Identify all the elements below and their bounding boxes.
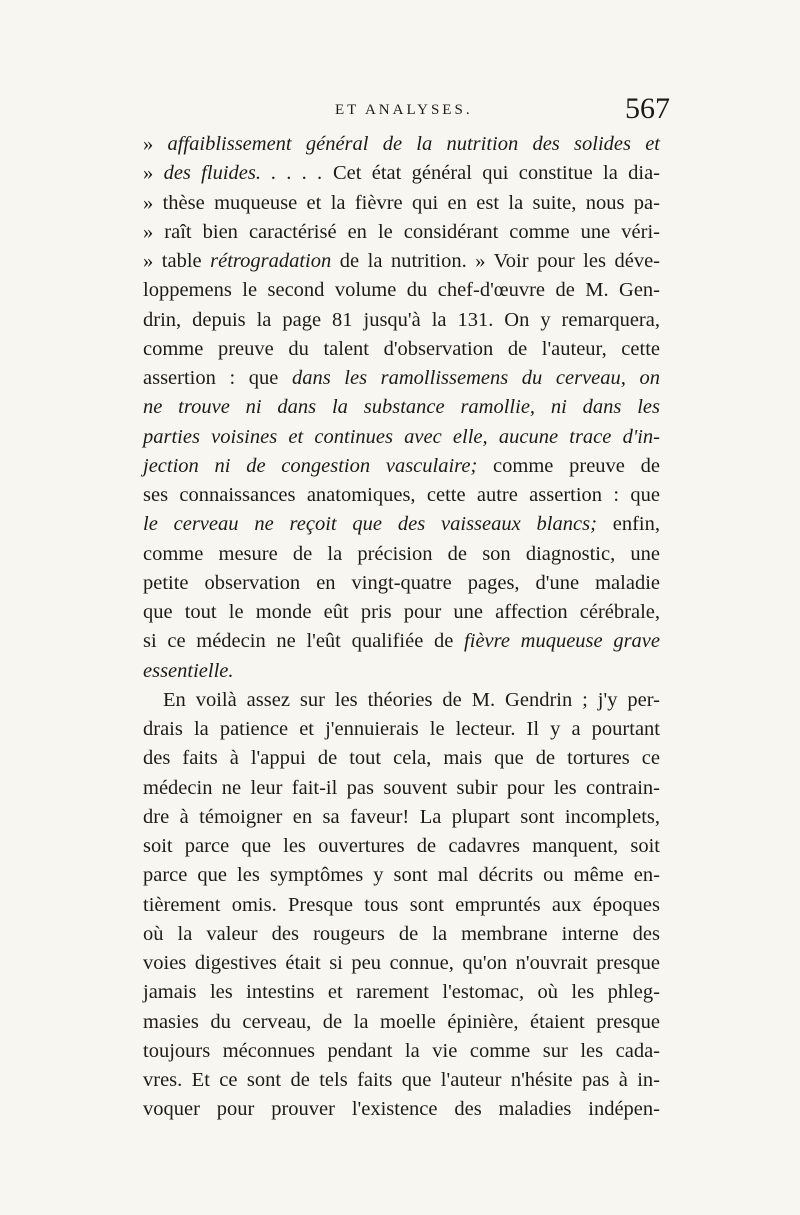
italic-text: ne trouve ni dans la substance ramollie, ni dans les bbox=[143, 396, 660, 419]
italic-text: des fluides. . . . . bbox=[163, 162, 323, 185]
italic-text: fièvre muqueuse grave bbox=[464, 630, 661, 653]
text-segment: En voilà assez sur les théories de M. Gendrin ; j'y per- bbox=[163, 688, 660, 711]
text-segment: médecin ne leur fait-il pas souvent subir pour les contrain- bbox=[143, 776, 660, 799]
text-segment: voquer pour prouver l'existence des maladies indépen- bbox=[143, 1098, 660, 1121]
text-segment: enfin, bbox=[596, 513, 661, 536]
text-segment: que tout le monde eût pris pour une affection cérébrale, bbox=[143, 601, 660, 623]
text-segment: drin, depuis la page 81 jusqu'à la 131. On y remarquera, bbox=[143, 308, 660, 331]
text-segment: tièrement omis. Presque tous sont empruntés aux époques bbox=[143, 893, 660, 916]
text-segment: toujours méconnues pendant la vie comme sur les cada- bbox=[143, 1039, 660, 1062]
text-line bbox=[143, 423, 660, 452]
text-line bbox=[143, 774, 660, 803]
text-segment: comme preuve du talent d'observation de l'auteur, cette bbox=[143, 337, 660, 360]
text-line bbox=[143, 657, 660, 686]
text-segment: petite observation en vingt-quatre pages, d'une maladie bbox=[143, 571, 660, 594]
text-line bbox=[143, 452, 660, 481]
text-segment: si ce médecin ne l'eût qualifiée de bbox=[143, 630, 465, 653]
text-line bbox=[143, 569, 660, 598]
text-segment: » table bbox=[143, 250, 211, 272]
text-line bbox=[143, 540, 660, 569]
text-line bbox=[143, 364, 660, 393]
text-segment: ses connaissances anatomiques, cette autre assertion : que bbox=[143, 484, 660, 506]
text-line bbox=[143, 159, 660, 188]
text-line bbox=[143, 1008, 660, 1037]
text-line bbox=[143, 744, 660, 773]
text-segment: masies du cerveau, de la moelle épinière, étaient presque bbox=[143, 1010, 660, 1033]
italic-text: jection ni de congestion vasculaire; bbox=[143, 454, 478, 477]
text-segment: soit parce que les ouvertures de cadavres manquent, soit bbox=[143, 835, 660, 857]
italic-text: parties voisines et continues avec elle, aucune trace d'in- bbox=[143, 425, 660, 448]
text-segment: où la valeur des rougeurs de la membrane interne des bbox=[143, 922, 660, 945]
text-line bbox=[143, 481, 660, 510]
body-text bbox=[143, 130, 660, 1125]
text-line bbox=[143, 978, 660, 1007]
running-head: ET ANALYSES. bbox=[335, 102, 473, 118]
italic-text: le cerveau ne reçoit que des vaisseaux blancs; bbox=[143, 513, 597, 536]
text-segment: Cet état général qui constitue la dia- bbox=[322, 162, 661, 185]
text-line bbox=[143, 803, 660, 832]
text-segment: loppemens le second volume du chef-d'œuvre de M. Gen- bbox=[143, 279, 660, 302]
text-line bbox=[143, 891, 660, 920]
text-segment: parce que les symptômes y sont mal décrits ou même en- bbox=[143, 864, 660, 887]
text-line bbox=[143, 1037, 660, 1066]
text-line bbox=[143, 627, 660, 656]
text-line bbox=[143, 218, 660, 247]
text-segment: comme mesure de la précision de son diagnostic, une bbox=[143, 542, 660, 565]
text-segment: drais la patience et j'ennuierais le lecteur. Il y a pourtant bbox=[143, 718, 660, 740]
page-header bbox=[140, 92, 670, 132]
text-line bbox=[143, 393, 660, 422]
text-segment: voies digestives était si peu connue, qu'on n'ouvrait presque bbox=[143, 952, 660, 974]
text-segment: » bbox=[143, 162, 164, 185]
text-segment: jamais les intestins et rarement l'estomac, où les phleg- bbox=[143, 981, 660, 1004]
text-line bbox=[143, 598, 660, 627]
text-line bbox=[143, 130, 660, 159]
text-segment: » thèse muqueuse et la fièvre qui en est la suite, nous pa- bbox=[143, 191, 660, 214]
text-line bbox=[143, 715, 660, 744]
text-segment: » raît bien caractérisé en le considérant comme une véri- bbox=[143, 220, 660, 243]
text-segment: vres. Et ce sont de tels faits que l'auteur n'hésite pas à in- bbox=[143, 1069, 660, 1091]
text-line bbox=[143, 1066, 660, 1095]
italic-text: essentielle. bbox=[143, 659, 234, 682]
text-segment: de la nutrition. » Voir pour les déve- bbox=[331, 250, 660, 272]
italic-text: dans les ramollissemens du cerveau, on bbox=[291, 367, 660, 389]
page-number: 567 bbox=[625, 92, 670, 125]
text-line bbox=[143, 949, 660, 978]
text-line bbox=[143, 861, 660, 890]
text-line bbox=[143, 335, 660, 364]
text-line bbox=[143, 510, 660, 539]
text-line bbox=[143, 276, 660, 305]
text-line bbox=[143, 189, 660, 218]
italic-text: affaiblissement général de la nutrition des solides et bbox=[167, 133, 660, 155]
text-line bbox=[143, 247, 660, 276]
italic-text: rétrogradation bbox=[210, 250, 332, 272]
text-segment: dre à témoigner en sa faveur! La plupart sont incomplets, bbox=[143, 805, 660, 828]
text-line bbox=[143, 1095, 660, 1124]
text-line bbox=[143, 306, 660, 335]
text-line bbox=[143, 832, 660, 861]
text-segment: comme preuve de bbox=[477, 454, 660, 477]
text-segment: » bbox=[143, 133, 168, 155]
text-line bbox=[143, 686, 660, 715]
text-segment: assertion : que bbox=[143, 367, 292, 389]
text-segment: des faits à l'appui de tout cela, mais que de tortures ce bbox=[143, 747, 660, 770]
text-line bbox=[143, 920, 660, 949]
